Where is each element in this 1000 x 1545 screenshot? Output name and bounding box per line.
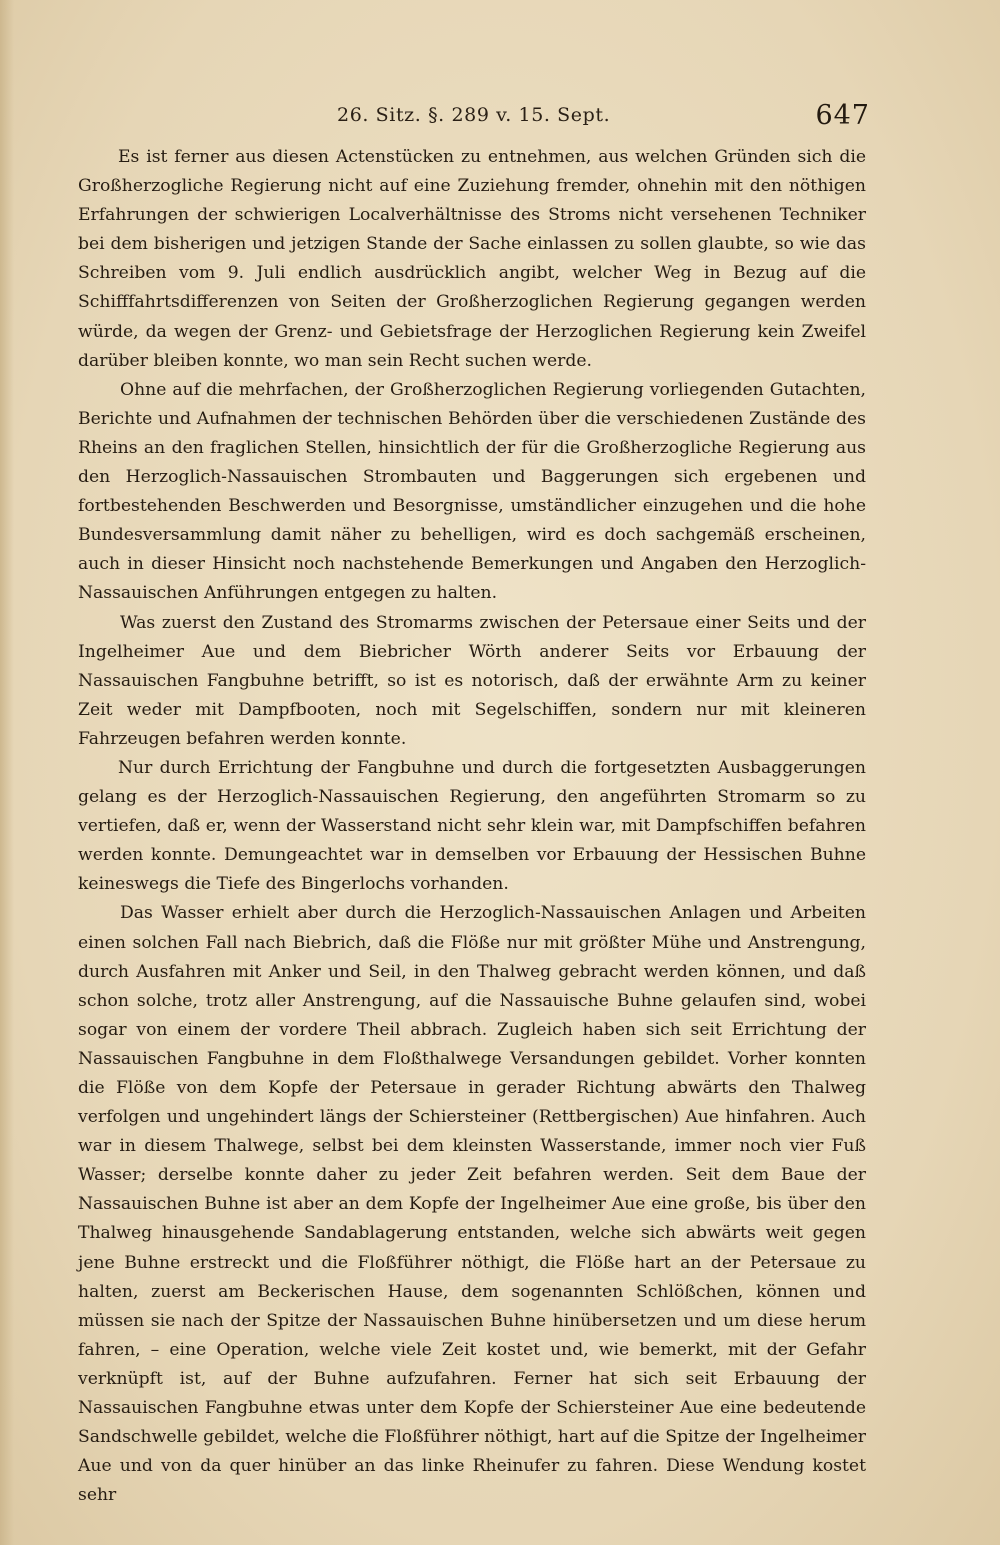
page-edge-shadow: [0, 0, 14, 1545]
paragraph: Ohne auf die mehrfachen, der Großherzoglichen Regierung vorliegenden Gutachten, Berichte und Aufnahmen der technischen Behörden über die verschiedenen Zustände des Rheins an den fraglichen Stellen, hinsichtlich der für die Großherzogliche Regierung aus den Herzoglich-Nassauischen Strombauten und Baggerungen sich ergebenen und fortbestehenden Beschwerden und Besorgnisse, umständlicher einzugehen und die hohe Bundesversammlung damit näher zu behelligen, wird es doch sachgemäß erscheinen, auch in dieser Hinsicht noch nachstehende Bemerkungen und Angaben den Herzoglich-Nassauischen Anführungen entgegen zu halten.: [78, 379, 866, 604]
paragraph: Nur durch Errichtung der Fangbuhne und durch die fortgesetzten Ausbaggerungen gelang es der Herzoglich-Nassauischen Regierung, den angeführten Stromarm so zu vertiefen, daß er, wenn der Wasserstand nicht sehr klein war, mit Dampfschiffen befahren werden konnte. Demungeachtet war in demselben vor Erbauung der Hessischen Buhne keineswegs die Tiefe des Bingerlochs vorhanden.: [78, 757, 866, 895]
body-text: [78, 143, 866, 1510]
page-header: [72, 100, 870, 136]
paragraph: Es ist ferner aus diesen Actenstücken zu entnehmen, aus welchen Gründen sich die Großherzogliche Regierung nicht auf eine Zuziehung fremder, ohnehin mit den nöthigen Erfahrungen der schwierigen Localverhältnisse des Stroms nicht versehenen Techniker bei dem bisherigen und jetzigen Stande der Sache einlassen zu sollen glaubte, so wie das Schreiben vom 9. Juli endlich ausdrücklich angibt, welcher Weg in Bezug auf die Schifffahrtsdifferenzen von Seiten der Großherzoglichen Regierung gegangen werden würde, da wegen der Grenz- und Gebietsfrage der Herzoglichen Regierung kein Zweifel darüber bleiben konnte, wo man sein Recht suchen werde.: [78, 147, 866, 371]
page-number: 647: [815, 100, 870, 131]
running-head: 26. Sitz. §. 289 v. 15. Sept.: [337, 104, 611, 126]
paragraph: Das Wasser erhielt aber durch die Herzoglich-Nassauischen Anlagen und Arbeiten einen solchen Fall nach Biebrich, daß die Flöße nur mit größter Mühe und Anstrengung, durch Ausfahren mit Anker und Seil, in den Thalweg gebracht werden können, und daß schon solche, trotz aller Anstrengung, auf die Nassauische Buhne gelaufen sind, wobei sogar von einem der vordere Theil abbrach. Zugleich haben sich seit Errichtung der Nassauischen Fangbuhne in dem Floßthalwege Versandungen gebildet. Vorher konnten die Flöße von dem Kopfe der Petersaue in gerader Richtung abwärts den Thalweg verfolgen und ungehindert längs der Schiersteiner (Rettbergischen) Aue hinfahren. Auch war in diesem Thalwege, selbst bei dem kleinsten Wasserstande, immer noch vier Fuß Wasser; derselbe konnte daher zu jeder Zeit befahren werden. Seit dem Baue der Nassauischen Buhne ist aber an dem Kopfe der Ingelheimer Aue eine große, bis über den Thalweg hinausgehende Sandablagerung entstanden, welche sich abwärts weit gegen jene Buhne erstreckt und die Floßführer nöthigt, die Flöße hart an der Petersaue zu halten, zuerst am Beckerischen Hause, dem sogenannten Schlößchen, können und müssen sie nach der Spitze der Nassauischen Buhne hinübersetzen und um diese herum fahren, – eine Operation, welche viele Zeit kostet und, wie bemerkt, mit der Gefahr verknüpft ist, auf der Buhne aufzufahren. Ferner hat sich seit Erbauung der Nassauischen Fangbuhne etwas unter dem Kopfe der Schiersteiner Aue eine bedeutende Sandschwelle gebildet, welche die Floßführer nöthigt, hart auf die Spitze der Ingelheimer Aue und von da quer hinüber an das linke Rheinufer zu fahren. Diese Wendung kostet sehr: [78, 903, 866, 1506]
paragraph: Was zuerst den Zustand des Stromarms zwischen der Petersaue einer Seits und der Ingelheimer Aue und dem Biebricher Wörth anderer Seits vor Erbauung der Nassauischen Fangbuhne betrifft, so ist es notorisch, daß der erwähnte Arm zu keiner Zeit weder mit Dampfbooten, noch mit Segelschiffen, sondern nur mit kleineren Fahrzeugen befahren werden konnte.: [78, 612, 866, 749]
